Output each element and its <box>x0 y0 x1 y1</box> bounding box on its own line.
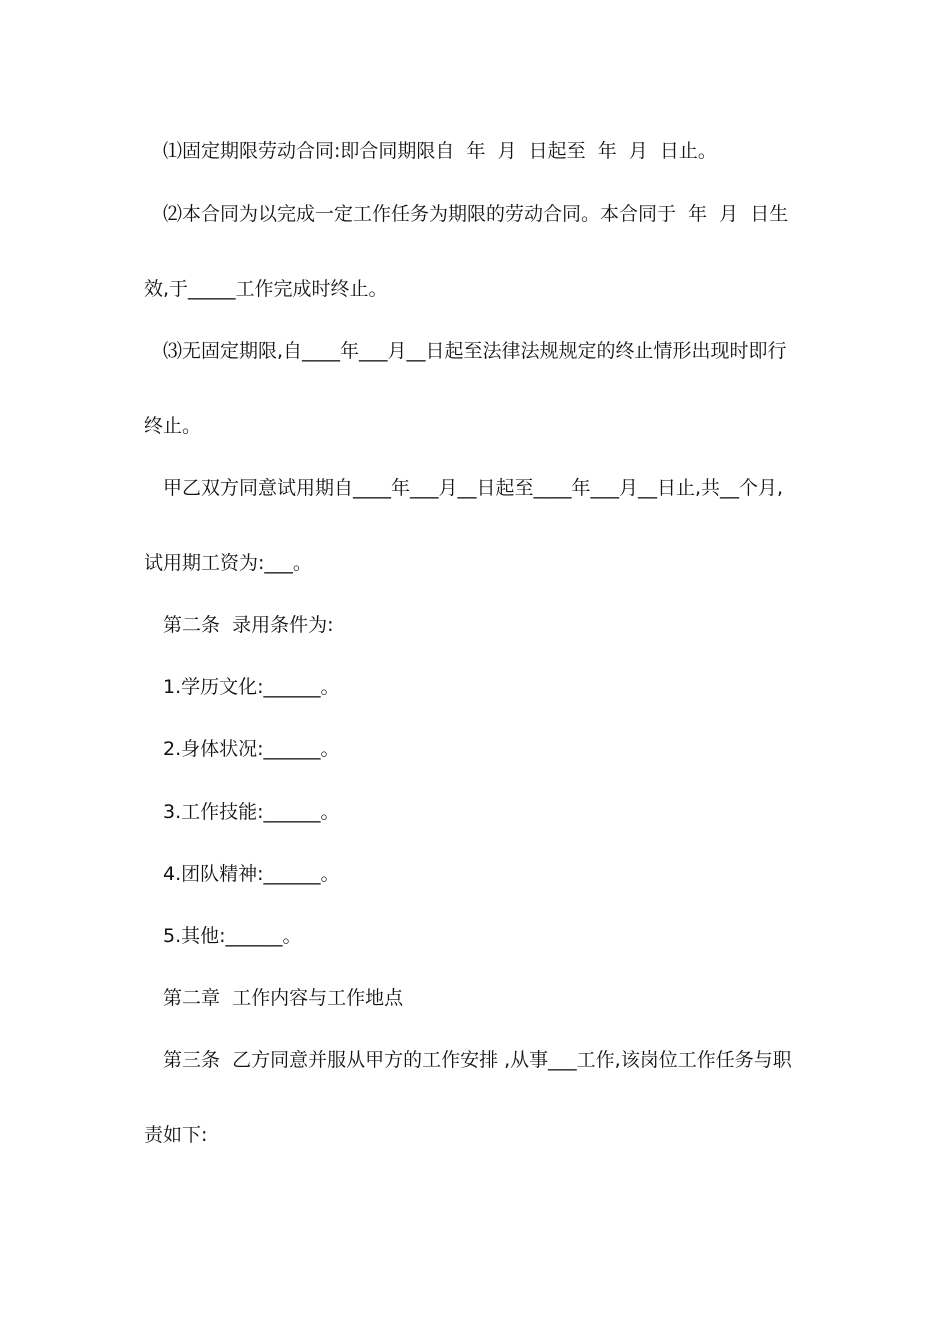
article-3-line-2: 责如下: <box>144 1124 208 1146</box>
chapter-2-heading: 第二章 工作内容与工作地点 <box>163 987 404 1009</box>
condition-skills: 3.工作技能:______。 <box>163 801 340 823</box>
clause-open-term-line-1: ⑶无固定期限,自____年___月__日起至法律法规规定的终止情形出现时即行 <box>163 340 787 362</box>
condition-other: 5.其他:______。 <box>163 925 302 947</box>
probation-period-line-2: 试用期工资为:___。 <box>144 552 312 574</box>
clause-open-term-line-2: 终止。 <box>144 415 202 437</box>
clause-fixed-term: ⑴固定期限劳动合同:即合同期限自 年 月 日起至 年 月 日止。 <box>163 140 717 162</box>
clause-task-term-line-1: ⑵本合同为以完成一定工作任务为期限的劳动合同。本合同于 年 月 日生 <box>163 203 789 225</box>
condition-health: 2.身体状况:______。 <box>163 738 340 760</box>
article-3-line-1: 第三条 乙方同意并服从甲方的工作安排 ,从事___工作,该岗位工作任务与职 <box>163 1049 792 1071</box>
article-2-heading: 第二条 录用条件为: <box>163 614 334 636</box>
clause-task-term-line-2: 效,于_____工作完成时终止。 <box>144 278 388 300</box>
condition-education: 1.学历文化:______。 <box>163 676 340 698</box>
probation-period-line-1: 甲乙双方同意试用期自____年___月__日起至____年___月__日止,共__个月, <box>163 477 784 499</box>
condition-teamwork: 4.团队精神:______。 <box>163 863 340 885</box>
